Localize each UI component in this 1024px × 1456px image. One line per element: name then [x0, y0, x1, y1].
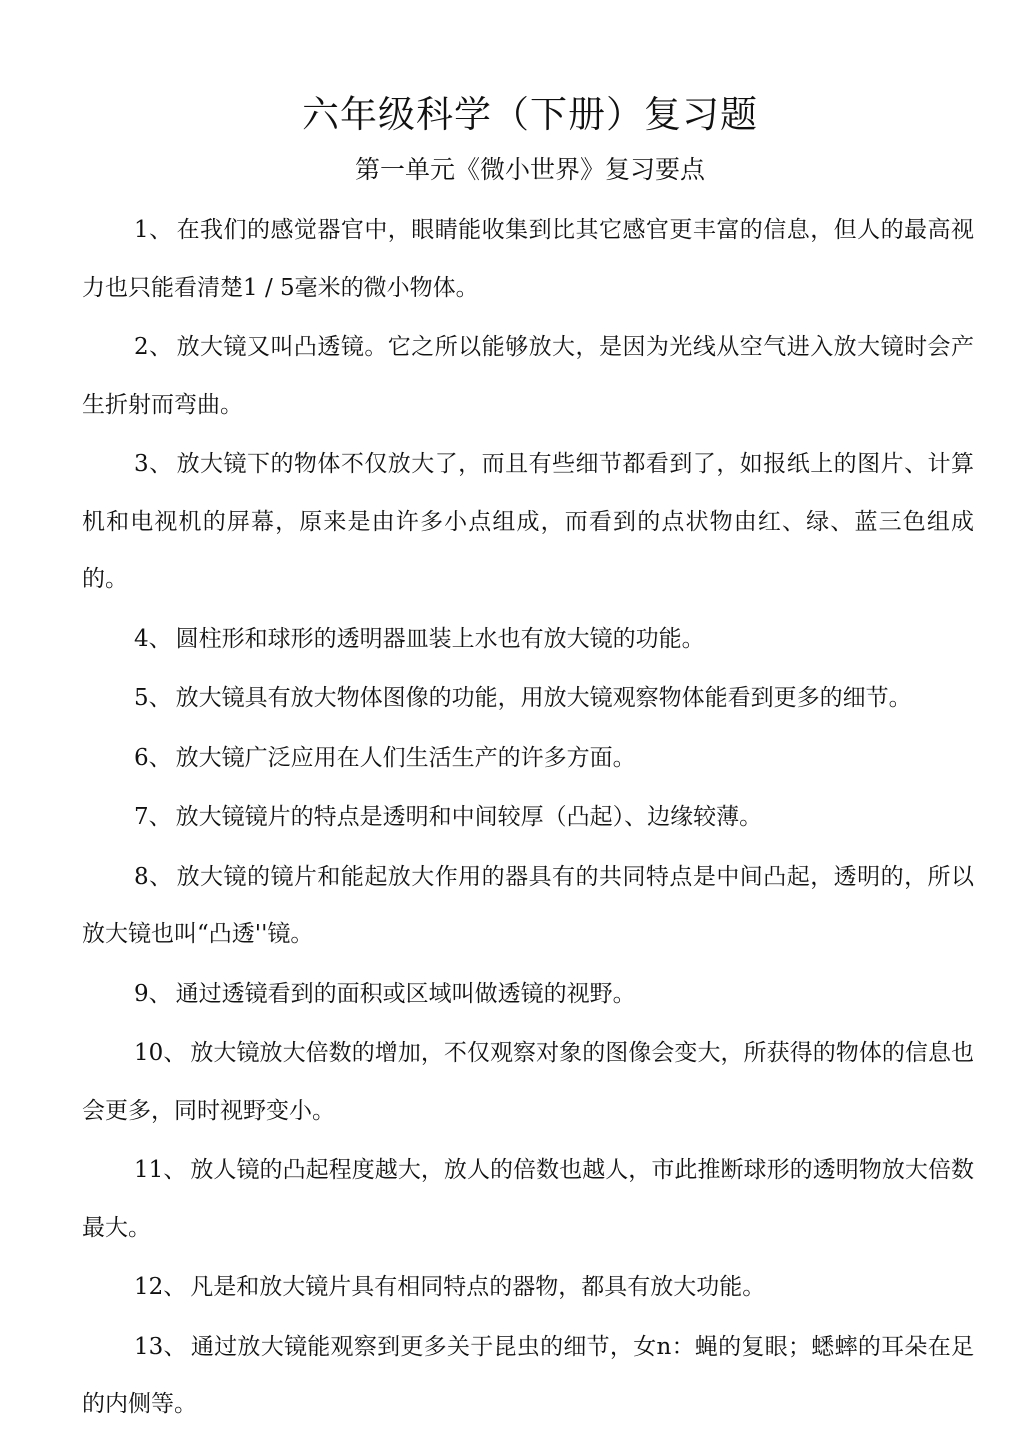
point-number: 9、	[134, 980, 172, 1007]
point-number: 10、	[134, 1040, 187, 1066]
review-point-2	[82, 319, 974, 434]
point-text: 放大镜广泛应用在人们生活生产的许多方面。	[175, 744, 636, 771]
point-text: 放大镜的镜片和能起放大作用的器具有的共同特点是中间凸起，透明的，所以放大镜也叫“凸透''镜。	[82, 863, 975, 947]
review-point-13	[82, 1319, 974, 1434]
point-text: 放大镜放大倍数的增加，不仅观察对象的图像会变大，所获得的物体的信息也会更多，同时视野变小。	[82, 1040, 974, 1124]
review-points-list	[82, 202, 974, 1436]
point-number: 11、	[134, 1157, 187, 1183]
review-point-12	[82, 1259, 974, 1317]
review-point-9	[82, 966, 974, 1024]
point-text: 通过透镜看到的面积或区域叫做透镜的视野。	[175, 980, 636, 1007]
point-text: 凡是和放大镜片具有相同特点的器物，都具有放大功能。	[190, 1274, 766, 1300]
point-number: 6、	[134, 744, 172, 771]
review-point-7	[82, 789, 974, 847]
review-point-6	[82, 730, 974, 788]
point-text: 放大镜具有放大物体图像的功能，用放大镜观察物体能看到更多的细节。	[175, 685, 912, 711]
point-number: 4、	[134, 625, 172, 652]
point-text: 放大镜下的物体不仅放大了，而且有些细节都看到了，如报纸上的图片、计算机和电视机的屏幕，原来是由许多小点组成，而看到的点状物由红、绿、蓝三色组成的。	[82, 451, 975, 592]
point-number: 3、	[134, 451, 173, 477]
review-point-5	[82, 670, 974, 728]
point-text: 在我们的感觉器官中，眼睛能收集到比其它感官更丰富的信息，但人的最高视力也只能看清楚1 / 5毫米的微小物体。	[82, 217, 975, 301]
review-point-4	[82, 611, 974, 669]
point-number: 8、	[134, 863, 173, 890]
document-title: 六年级科学（下册）复习题	[302, 93, 758, 136]
point-number: 5、	[134, 685, 172, 711]
point-text: 通过放大镜能观察到更多关于昆虫的细节，女n：蝇的复眼；蟋蟀的耳朵在足的内侧等。	[82, 1333, 974, 1417]
document-subtitle: 第一单元《微小世界》复习要点	[354, 155, 705, 184]
point-number: 7、	[134, 804, 172, 830]
point-text: 放人镜的凸起程度越大，放人的倍数也越人，市此推断球形的透明物放大倍数最大。	[82, 1157, 974, 1241]
point-text: 放大镜镜片的特点是透明和中间较厚（凸起）、边缘较薄。	[175, 804, 763, 830]
point-number: 2、	[134, 334, 173, 360]
point-text: 放大镜又叫凸透镜。它之所以能够放大，是因为光线从空气进入放大镜时会产生折射而弯曲。	[82, 334, 975, 418]
point-number: 1、	[134, 217, 173, 243]
review-point-1	[82, 202, 974, 317]
review-point-11	[82, 1142, 974, 1257]
point-number: 13、	[134, 1333, 187, 1360]
review-point-3	[82, 436, 974, 609]
point-text: 圆柱形和球形的透明器皿装上水也有放大镜的功能。	[175, 625, 705, 652]
point-number: 12、	[134, 1274, 187, 1300]
review-point-10	[82, 1025, 974, 1140]
review-point-8	[82, 849, 974, 964]
